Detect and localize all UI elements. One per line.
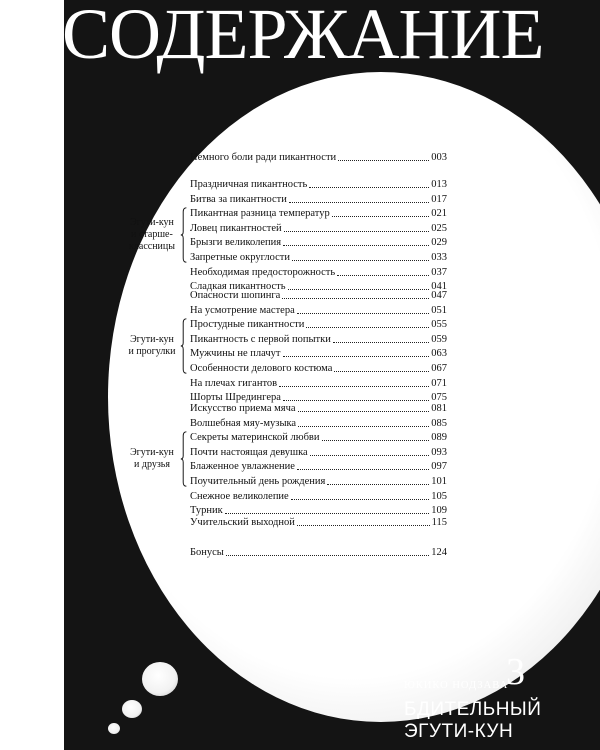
- toc-entry-title: Немного боли ради пикантности: [190, 152, 337, 163]
- toc-entry-page: 081: [431, 403, 447, 414]
- toc-entry-title: Запретные округлости: [190, 252, 290, 263]
- toc-entry-page: 021: [431, 208, 447, 220]
- toc-group-label-line: Эгути-кун: [130, 447, 174, 459]
- toc-entry: [190, 378, 447, 390]
- toc-entry-page: 013: [431, 179, 447, 190]
- toc-entry-title: Особенности делового костюма: [190, 363, 333, 374]
- toc-entry-page: 003: [431, 152, 447, 163]
- toc-group-label-line: и старше-: [131, 229, 173, 241]
- toc-entry-title: Искусство приема мяча: [190, 403, 296, 414]
- toc-entry: [190, 505, 447, 517]
- toc-entry-page: 041: [431, 281, 447, 293]
- toc-entry: [190, 547, 447, 559]
- toc-entry-page: 115: [431, 517, 447, 528]
- toc-entry-title: Снежное великолепие: [190, 490, 289, 502]
- toc-entry-title: Ловец пикантностей: [190, 222, 282, 234]
- toc-entry-page: 105: [431, 490, 447, 502]
- toc-entry-title: Учительский выходной: [190, 517, 295, 528]
- toc-entry-title: Секреты материнской любви: [190, 432, 320, 444]
- toc-entry: [190, 403, 447, 415]
- dot-leader: [225, 513, 430, 514]
- dot-leader: [283, 400, 429, 401]
- toc-entry-page: 059: [431, 333, 447, 345]
- toc-group-label-line: и прогулки: [128, 346, 176, 358]
- toc-entry-page: 093: [431, 446, 447, 458]
- toc-entry: [190, 363, 447, 375]
- curly-brace-icon: [180, 200, 188, 270]
- toc-entry-page: 101: [431, 476, 447, 487]
- toc-entry: [190, 517, 447, 529]
- toc-entry-title: Пикантная разница температур: [190, 208, 330, 220]
- toc-entry: [190, 152, 447, 164]
- toc-entry-title: Сладкая пикантность: [190, 281, 286, 293]
- toc-entry-title: На плечах гигантов: [190, 377, 278, 389]
- dot-leader: [332, 216, 430, 217]
- toc-entry: [190, 447, 447, 459]
- toc-entry-title: На усмотрение мастера: [190, 304, 295, 316]
- dot-leader: [309, 187, 429, 188]
- dot-leader: [322, 440, 430, 441]
- toc-entry: [190, 290, 447, 302]
- toc-entry-title: Поучительный день рождения: [190, 476, 326, 487]
- dot-leader: [334, 371, 429, 372]
- toc-entry-page: 067: [431, 363, 447, 374]
- toc-entry-title: Шорты Шредингера: [190, 392, 281, 404]
- toc-entry-title: Турник: [190, 505, 223, 517]
- toc-entry-title: Праздничная пикантность: [190, 179, 308, 190]
- author-name: ЮКИКО НОДЗАВА: [404, 680, 509, 691]
- series-title: ЭГУТИ-КУН: [404, 721, 514, 742]
- toc-entry-title: Необходимая предосторожность: [190, 266, 336, 278]
- toc-entry-page: 017: [431, 193, 447, 205]
- toc-entry-page: 029: [431, 237, 447, 249]
- toc-entry-page: 097: [431, 461, 447, 473]
- toc-entry-title: Брызги великолепия: [190, 237, 282, 249]
- toc-entry: [190, 319, 447, 331]
- toc-entry-title: Пикантность с первой попытки: [190, 333, 331, 345]
- toc-entry-page: 037: [431, 266, 447, 278]
- dot-leader: [283, 356, 430, 357]
- volume-number: 3: [506, 651, 525, 693]
- dot-leader: [292, 260, 429, 261]
- toc-entry-title: Мужчины не плачут: [190, 348, 281, 360]
- dot-leader: [327, 484, 429, 485]
- toc-group-label-line: и друзья: [134, 459, 170, 471]
- small-bubble: [122, 700, 142, 718]
- toc-entry: [190, 237, 447, 249]
- toc-entry-page: 109: [431, 505, 447, 517]
- dot-leader: [279, 386, 429, 387]
- toc-entry-title: Волшебная мяу-музыка: [190, 417, 297, 429]
- toc-entry: [190, 461, 447, 473]
- toc-entry-title: Почти настоящая девушка: [190, 446, 308, 458]
- dot-leader: [298, 426, 429, 427]
- toc-entry: [190, 179, 447, 191]
- toc-entry-title: Опасности шопинга: [190, 290, 281, 301]
- dot-leader: [284, 231, 430, 232]
- toc-entry: [190, 476, 447, 488]
- dot-leader: [338, 160, 429, 161]
- toc-group-label: [120, 447, 184, 471]
- page-title: СОДЕРЖАНИЕ: [62, 0, 544, 74]
- toc-entry: [190, 267, 447, 279]
- toc-group-label-line: Эгути-кун: [130, 217, 174, 229]
- dot-leader: [333, 342, 429, 343]
- toc-entry: [190, 334, 447, 346]
- toc-entry-title: Битва за пикантности: [190, 193, 287, 205]
- toc-entry-page: 075: [431, 392, 447, 404]
- toc-entry-page: 063: [431, 348, 447, 360]
- toc-entry: [190, 432, 447, 444]
- toc-entry-page: 025: [431, 222, 447, 234]
- toc-entry: [190, 418, 447, 430]
- series-title: БДИТЕЛЬНЫЙ: [404, 699, 542, 720]
- dot-leader: [282, 298, 429, 299]
- dot-leader: [297, 469, 429, 470]
- toc-entry-page: 033: [431, 252, 447, 263]
- toc-entry-page: 085: [431, 417, 447, 429]
- dot-leader: [283, 245, 429, 246]
- toc-entry: [190, 305, 447, 317]
- dot-leader: [226, 555, 429, 556]
- dot-leader: [310, 455, 430, 456]
- dot-leader: [291, 499, 430, 500]
- toc-entry: [190, 491, 447, 503]
- toc-group-label-line: классницы: [129, 241, 175, 253]
- toc-entry-page: 124: [431, 547, 447, 558]
- toc-group-label: [120, 217, 184, 253]
- dot-leader: [337, 275, 429, 276]
- toc-entry-page: 047: [431, 290, 447, 301]
- dot-leader: [306, 327, 429, 328]
- toc-entry-page: 051: [431, 304, 447, 316]
- toc-entry-title: Бонусы: [190, 547, 224, 558]
- toc-entry-title: Простудные пикантности: [190, 319, 305, 331]
- toc-group-label-line: Эгути-кун: [130, 334, 174, 346]
- toc-entry: [190, 348, 447, 360]
- toc-entry-page: 089: [431, 432, 447, 444]
- toc-entry-page: 071: [431, 377, 447, 389]
- toc-entry-title: Блаженное увлажнение: [190, 461, 295, 473]
- curly-brace-icon: [180, 311, 188, 381]
- curly-brace-icon: [180, 424, 188, 494]
- dot-leader: [298, 411, 430, 412]
- dot-leader: [297, 313, 430, 314]
- dot-leader: [297, 525, 430, 526]
- toc-entry: [190, 208, 447, 220]
- small-bubble: [142, 662, 178, 696]
- toc-entry: [190, 194, 447, 206]
- small-bubble: [108, 723, 120, 734]
- dot-leader: [289, 202, 429, 203]
- toc-entry: [190, 252, 447, 264]
- toc-entry-page: 055: [431, 319, 447, 331]
- toc-entry: [190, 223, 447, 235]
- toc-group-label: [120, 334, 184, 358]
